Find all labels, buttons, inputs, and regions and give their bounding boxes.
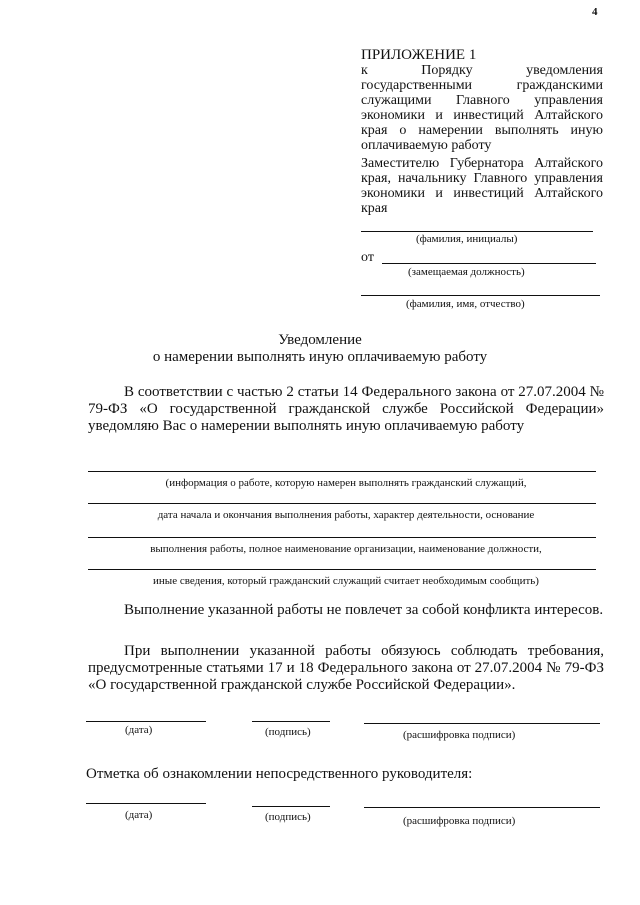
fill-caption-4: иные сведения, который гражданский служащий считает необходимым сообщить) [153, 575, 539, 587]
fill-line-2 [88, 503, 596, 504]
appendix-text: к Порядку уведомления государственными гражданскими служащими Главного управления экономики и инвестиций Алтайского края о намерении выполнять иную оплачиваемую работу [361, 63, 603, 153]
decoding-line-2 [364, 807, 600, 808]
appendix-title: ПРИЛОЖЕНИЕ 1 [361, 47, 477, 63]
addressee: Заместителю Губернатора Алтайского края, начальнику Главного управления экономики и инвестиций Алтайского края [361, 156, 603, 216]
date-line-2 [86, 803, 206, 804]
no-conflict-statement: Выполнение указанной работы не повлечет за собой конфликта интересов. [124, 602, 604, 618]
position-line [382, 263, 596, 264]
decoding-line-1 [364, 723, 600, 724]
document-title: Уведомление [278, 332, 362, 348]
signature-caption-2: (подпись) [265, 811, 311, 823]
date-caption-2: (дата) [125, 809, 153, 821]
signature-line-2 [252, 806, 330, 807]
decoding-caption-2: (расшифровка подписи) [403, 815, 516, 827]
fio-initials-caption: (фамилия, инициалы) [416, 233, 518, 245]
supervisor-note: Отметка об ознакомлении непосредственного руководителя: [86, 766, 473, 782]
from-label: от [361, 250, 374, 265]
intro-paragraph: В соответствии с частью 2 статьи 14 Федерального закона от 27.07.2004 № 79-ФЗ «О государственной гражданской службе Российской Федерации» уведомляю Вас о намерении выполнять иную оплачиваемую работу [88, 384, 604, 434]
obligation-statement: При выполнении указанной работы обязуюсь соблюдать требования, предусмотренные статьями 17 и 18 Федерального закона от 27.07.2004 № 79-ФЗ «О государственной гражданской службе Российской Федерации». [88, 643, 604, 693]
signature-line-1 [252, 721, 330, 722]
appendix-block [361, 48, 603, 153]
date-caption-1: (дата) [125, 724, 153, 736]
page-number: 4 [592, 6, 598, 18]
decoding-caption-1: (расшифровка подписи) [403, 729, 516, 741]
document-subtitle: о намерении выполнять иную оплачиваемую работу [152, 349, 488, 365]
fill-line-1 [88, 471, 596, 472]
fio-full-line [361, 295, 600, 296]
position-caption: (замещаемая должность) [408, 266, 525, 278]
fio-full-caption: (фамилия, имя, отчество) [406, 298, 525, 310]
signature-caption-1: (подпись) [265, 726, 311, 738]
fill-caption-3: выполнения работы, полное наименование организации, наименование должности, [150, 543, 542, 555]
fill-caption-1: (информация о работе, которую намерен выполнять гражданский служащий, [165, 477, 527, 489]
fill-line-3 [88, 537, 596, 538]
fill-caption-2: дата начала и окончания выполнения работы, характер деятельности, основание [157, 509, 535, 521]
fill-line-4 [88, 569, 596, 570]
date-line-1 [86, 721, 206, 722]
fio-initials-line [361, 231, 593, 232]
